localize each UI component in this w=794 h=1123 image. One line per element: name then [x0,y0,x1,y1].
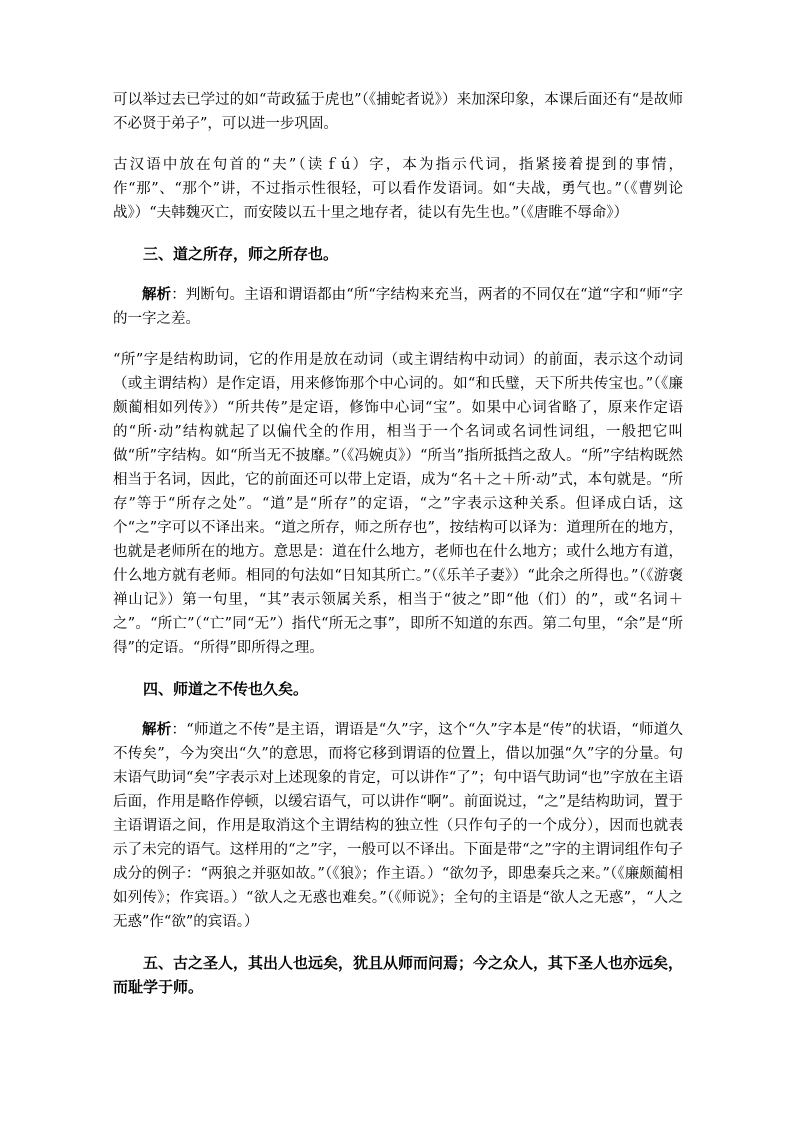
paragraph-2: 古汉语中放在句首的“夫”（读ｆú）字，本为指示代词，指紧接着提到的事情，作“那”、“那个”讲，不过指示性很轻，可以看作发语词。如“夫战，勇气也。”（《曹刿论战》）“夫韩魏灭亡，而安陵以五十里之地存者，徒以有先生也。”（《唐睢不辱命》） [113,157,683,221]
analysis-paragraph-4 [113,718,683,934]
analysis-text: ：“师道之不传”是主语，谓语是“久”字，这个“久”字本是“传”的状语，“师道久不传矣”，今为突出“久”的意思，而将它移到谓语的位置上，借以加强“久”字的分量。句末语气助词“矣”字表示对上述现象的肯定，可以讲作“了”；句中语气助词“也”字放在主语后面，作用是略作停顿，以缓宕语气，可以讲作“啊”。前面说过，“之”是结构助词，置于主语谓语之间，作用是取消这个主谓结构的独立性（只作句子的一个成分），因而也就表示了未完的语气。这样用的“之”字，一般可以不译出。下面是带“之”字的主谓词组作句子成分的例子：“两狼之并驱如故。”（《狼》；作主语。）“欲勿予，即患秦兵之来。”（《廉颇蔺相如列传》；作宾语。）“欲人之无惑也难矣。”（《师说》；全句的主语是“欲人之无惑”，“人之无惑”作“欲”的宾语。） [113,722,683,930]
analysis-text: ：判断句。主语和谓语都由“所“字结构来充当，两者的不同仅在“道“字和“师“字的一字之差。 [113,287,683,327]
document-page [113,88,683,1016]
paragraph-1: 可以举过去已学过的如“苛政猛于虎也”（《捕蛇者说》）来加深印象，本课后面还有“是故师不必贤于弟子”，可以进一步巩固。 [113,92,683,132]
analysis-label: 解析 [142,721,172,738]
paragraph-suo: “所”字是结构助词，它的作用是放在动词（或主谓结构中动词）的前面，表示这个动词（或主谓结构）是作定语，用来修饰那个中心词的。如“和氏璧，天下所共传宝也。”（《廉颇蔺相如列传》）“所共传”是定语，修饰中心词“宝”。如果中心词省略了，原来作定语的“所·动”结构就起了以偏代全的作用，相当于一个名词或名词性词组，一般把它叫做“所”字结构。如“所当无不披靡。”（《冯婉贞》）“所当”指所抵挡之敌人。“所”字结构既然相当于名词，因此，它的前面还可以带上定语，成为“名＋之＋所·动”式，本句就是。“所存”等于“所存之处”。“道”是“所存”的定语，“之”字表示这种关系。但译成白话，这个“之”字可以不译出来。“道之所存，师之所存也”，按结构可以译为：道理所在的地方，也就是老师所在的地方。意思是：道在什么地方，老师也在什么地方；或什么地方有道，什么地方就有老师。相同的句法如“日知其所亡。”（《乐羊子妻》）“此余之所得也。”（《游褒禅山记》）第一句里，“其”表示领属关系，相当于“彼之”即“他（们）的”，或“名词＋之”。“所亡”（“亡”同“无”）指代“所无之事”，即所不知道的东西。第二句里，“余”是“所得”的定语。“所得”即所得之理。 [113,352,683,656]
section-heading-5: 五、古之圣人，其出人也远矣，犹且从师而问焉；今之众人，其下圣人也亦远矣，而耻学于师。 [113,954,684,996]
section-heading-3: 三、道之所存，师之所存也。 [143,245,339,263]
analysis-paragraph-3 [113,283,683,331]
section-heading-4: 四、师道之不传也久矣。 [143,680,309,698]
analysis-label: 解析 [142,286,172,303]
